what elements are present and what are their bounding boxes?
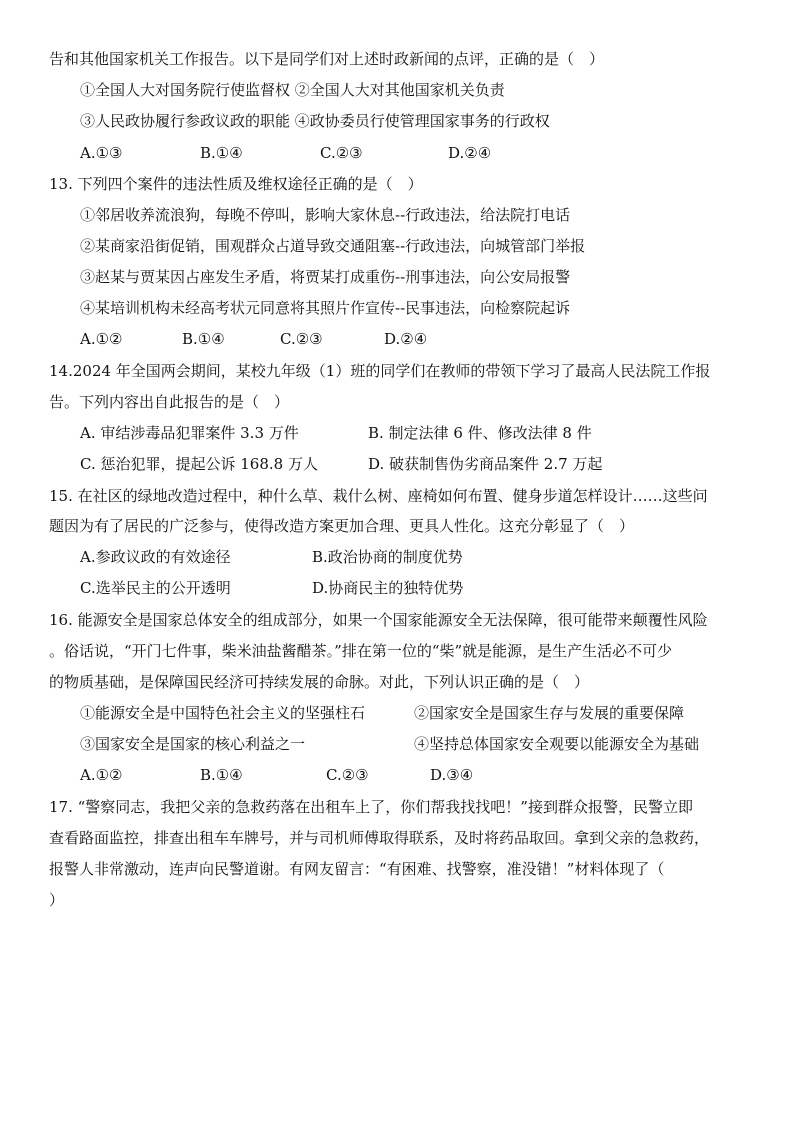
q12-stem-continuation: 告和其他国家机关工作报告。以下是同学们对上述时政新闻的点评，正确的是（ ） <box>49 50 605 68</box>
option-a[interactable]: A. 审结涉毒品犯罪案件 3.3 万件 <box>80 424 299 442</box>
q16-stem-line-1: 16. 能源安全是国家总体安全的组成部分，如果一个国家能源安全无法保障，很可能带来颠覆性风险 <box>49 611 708 629</box>
option-d[interactable]: D.②④ <box>448 144 492 162</box>
q15-stem-line-2: 题因为有了居民的广泛参与，使得改造方案更加合理、更具人性化。这充分彰显了（ ） <box>49 517 635 535</box>
option-b[interactable]: B.①④ <box>200 144 243 162</box>
option-c[interactable]: C.②③ <box>320 144 363 162</box>
q13-options <box>80 329 780 349</box>
q17-stem-line-2: 查看路面监控，排查出租车车牌号，并与司机师傅取得联系，及时将药品取回。拿到父亲的急救药， <box>49 829 710 847</box>
option-d[interactable]: D.协商民主的独特优势 <box>312 579 464 597</box>
option-d[interactable]: D.②④ <box>384 330 428 348</box>
q17-stem-line-1: 17. “警察同志，我把父亲的急救药落在出租车上了，你们帮我找找吧！”接到群众报警，民警立即 <box>49 798 693 816</box>
q16-item: ④坚持总体国家安全观要以能源安全为基础 <box>414 735 700 753</box>
option-c[interactable]: C. 惩治犯罪，提起公诉 168.8 万人 <box>80 455 318 473</box>
q16-items-row-2 <box>80 734 780 754</box>
q15-options-row-1 <box>80 547 780 567</box>
q17-stem-line-3: 报警人非常激动，连声向民警道谢。有网友留言：“有困难、找警察，准没错！”材料体现了（ <box>49 860 665 878</box>
q16-stem-line-2: 。俗话说，“开门七件事，柴米油盐酱醋茶。”排在第一位的“柴”就是能源，是生产生活必不可少 <box>49 642 673 660</box>
option-c[interactable]: C.选举民主的公开透明 <box>80 579 231 597</box>
q15-options-row-2 <box>80 578 780 598</box>
option-b[interactable]: B. 制定法律 6 件、修改法律 8 件 <box>368 424 592 442</box>
option-d[interactable]: D.③④ <box>430 766 474 784</box>
q13-item: ③赵某与贾某因占座发生矛盾，将贾某打成重伤--刑事违法，向公安局报警 <box>80 268 571 286</box>
option-b[interactable]: B.政治协商的制度优势 <box>312 548 463 566</box>
q14-options-row-1 <box>80 423 780 443</box>
option-a[interactable]: A.①③ <box>80 144 123 162</box>
option-d[interactable]: D. 破获制售伪劣商品案件 2.7 万起 <box>368 455 603 473</box>
option-a[interactable]: A.参政议政的有效途径 <box>80 548 231 566</box>
option-a[interactable]: A.①② <box>80 766 123 784</box>
q13-item: ②某商家沿街促销，围观群众占道导致交通阻塞--行政违法，向城管部门举报 <box>80 237 586 255</box>
q14-stem-line-2: 告。下列内容出自此报告的是（ ） <box>49 393 290 411</box>
q14-stem-line-1: 14.2024 年全国两会期间，某校九年级（1）班的同学们在教师的带领下学习了最高人民法院工作报 <box>49 362 711 380</box>
q15-stem-line-1: 15. 在社区的绿地改造过程中，种什么草、栽什么树、座椅如何布置、健身步道怎样设计……这些问 <box>49 487 708 505</box>
q14-options-row-2 <box>80 454 780 474</box>
option-b[interactable]: B.①④ <box>200 766 243 784</box>
q16-item: ②国家安全是国家生存与发展的重要保障 <box>414 704 685 722</box>
q12-item-line: ③人民政协履行参政议政的职能 ④政协委员行使管理国家事务的行政权 <box>80 112 550 130</box>
q16-item: ③国家安全是国家的核心利益之一 <box>80 735 306 753</box>
q16-options <box>80 765 780 785</box>
q13-item: ④某培训机构未经高考状元同意将其照片作宣传--民事违法，向检察院起诉 <box>80 299 571 317</box>
option-b[interactable]: B.①④ <box>182 330 225 348</box>
q13-item: ①邻居收养流浪狗，每晚不停叫，影响大家休息--行政违法，给法院打电话 <box>80 206 571 224</box>
q16-items-row-1 <box>80 703 780 723</box>
option-c[interactable]: C.②③ <box>280 330 323 348</box>
q16-stem-line-3: 的物质基础，是保障国民经济可持续发展的命脉。对此，下列认识正确的是（ ） <box>49 673 590 691</box>
q12-item-line: ①全国人大对国务院行使监督权 ②全国人大对其他国家机关负责 <box>80 81 505 99</box>
option-c[interactable]: C.②③ <box>326 766 369 784</box>
q13-stem: 13. 下列四个案件的违法性质及维权途径正确的是（ ） <box>49 175 423 193</box>
q12-options <box>80 143 780 163</box>
q16-item: ①能源安全是中国特色社会主义的坚强柱石 <box>80 704 366 722</box>
q17-stem-line-4: ） <box>49 891 65 909</box>
option-a[interactable]: A.①② <box>80 330 123 348</box>
